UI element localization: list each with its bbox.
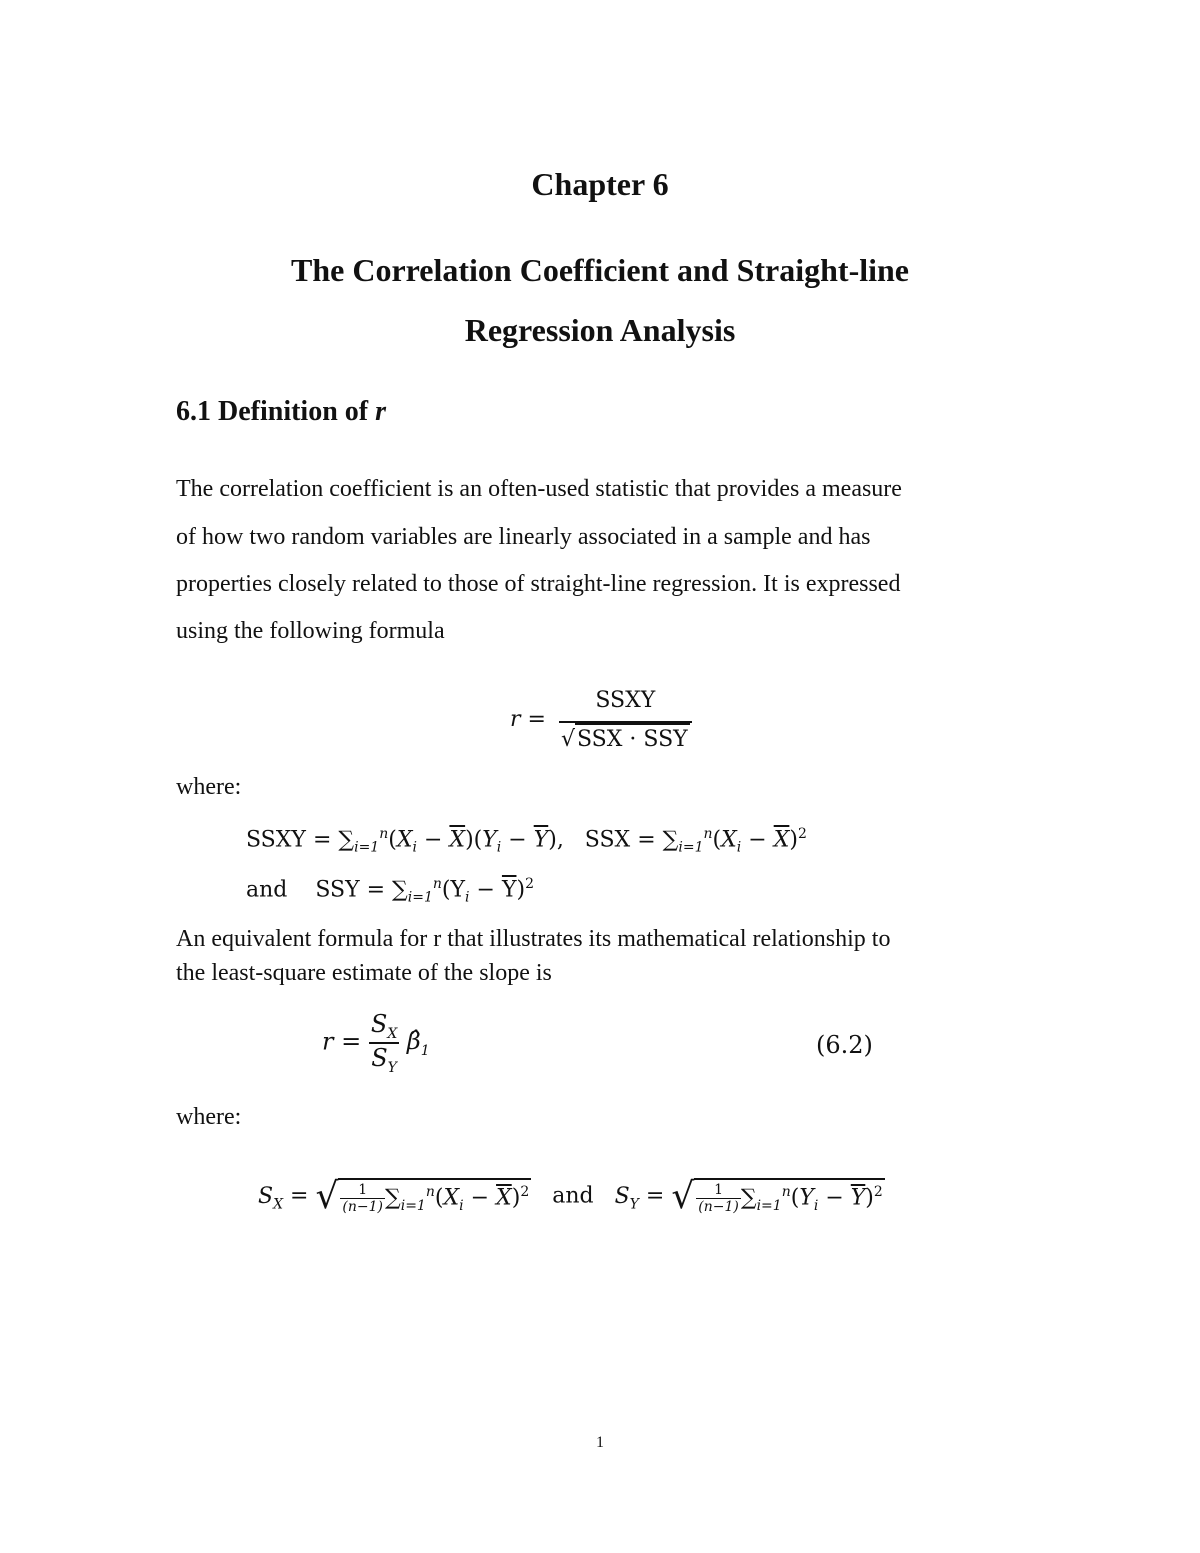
sum-upper: n bbox=[703, 826, 713, 842]
formula-62-lhs: r = bbox=[322, 1027, 362, 1056]
equation-number: (6.2) bbox=[816, 1031, 873, 1059]
formula-r-sqrt-term: SSX · SSY bbox=[575, 723, 690, 752]
formula-ssy: and SSY = $\sum_{i=1}^n(Y_i - \overline{Y})^2$ bbox=[246, 876, 534, 906]
formula-62-fraction bbox=[369, 1010, 399, 1076]
formula-ssxy-ssx: SSXY = $\sum_{i=1}^n(X_i - \overline{X})(Y_i - \overline{Y})$, SSX = $\sum_{i=1}^n(X_i - \overline{X})^2$ bbox=[246, 826, 807, 856]
sx-symbol: $S_X$ bbox=[258, 1183, 284, 1212]
section-heading bbox=[176, 396, 386, 428]
sum-upper: n bbox=[432, 876, 442, 892]
sy-symbol: $S_Y$ bbox=[614, 1183, 639, 1212]
sum-icon: ∑ bbox=[392, 877, 408, 903]
sum-lower: i=1 bbox=[407, 889, 433, 906]
beta-hat: $\betâ_1$ bbox=[406, 1027, 430, 1060]
paragraph2-line2: the least-square estimate of the slope is bbox=[176, 960, 552, 986]
paragraph2-line1: An equivalent formula for r that illustrates its mathematical relationship to bbox=[176, 926, 891, 952]
paragraph1-line4: using the following formula bbox=[176, 618, 445, 644]
xbar: $\overline{X}$ bbox=[449, 827, 466, 853]
sum-icon: ∑ bbox=[662, 827, 679, 853]
formula-r-denominator bbox=[559, 721, 692, 752]
xbar: $\overline{X}$ bbox=[773, 827, 790, 853]
sum-icon: ∑ bbox=[338, 827, 355, 853]
sqrt-symbol: √ bbox=[560, 727, 575, 752]
sy-sqrt-term: $\frac{1}{(n-1)}$ $\sum_{i=1}^n(Y_i - \overline{Y})^2$ bbox=[694, 1178, 885, 1215]
ybar: $\overline{Y}$ bbox=[533, 827, 549, 853]
chapter-title: Chapter 6 bbox=[531, 166, 669, 202]
sqrt-symbol: √ bbox=[671, 1176, 695, 1217]
sqrt-symbol: √ bbox=[315, 1176, 339, 1217]
sy-fraction: $\frac{1}{(n-1)}$ bbox=[698, 1182, 739, 1215]
and-label: and bbox=[552, 1183, 594, 1209]
chapter-subtitle-line2: Regression Analysis bbox=[464, 312, 736, 348]
paragraph1-line1: The correlation coefficient is an often-used statistic that provides a measure bbox=[176, 476, 902, 502]
paragraph1-line2: of how two random variables are linearly associated in a sample and has bbox=[176, 524, 871, 550]
paragraph1-line3: properties closely related to those of straight-line regression. It is expressed bbox=[176, 571, 901, 597]
chapter-subtitle-line1: The Correlation Coefficient and Straight-line bbox=[290, 252, 909, 288]
formula-6-2 bbox=[322, 1010, 430, 1076]
section-heading-text: 6.1 Definition of bbox=[176, 396, 376, 427]
section-heading-variable: r bbox=[375, 396, 387, 427]
sum-upper: n bbox=[379, 826, 389, 842]
where-label-2: where: bbox=[176, 1104, 242, 1130]
formula-62-denominator: $S_Y$ bbox=[369, 1042, 399, 1076]
formula-ssxy-label: SSXY bbox=[246, 827, 306, 853]
formula-r-fraction bbox=[559, 688, 692, 752]
formula-62-numerator: $S_X$ bbox=[370, 1010, 398, 1042]
sx-sqrt-term: $\frac{1}{(n-1)}$ $\sum_{i=1}^n(X_i - \overline{X})^2$ bbox=[338, 1178, 531, 1215]
sum-icon: ∑ bbox=[385, 1185, 401, 1211]
formula-r-lhs: r = bbox=[510, 707, 546, 732]
formula-r-definition bbox=[510, 688, 692, 752]
sum-lower: i=1 bbox=[678, 839, 704, 856]
sum-icon: ∑ bbox=[740, 1185, 757, 1211]
formula-sx-sy: $S_X$ = √ $\frac{1}{(n-1)}$ $\sum_{i=1}^n(X_i - \overline{X})^2$ and $S_Y$ = √ $\frac{1}{(n-1)}$ $\sum_{i=1}^n(Y_i - \overline{Y})^2$ bbox=[258, 1176, 883, 1217]
where-label-1: where: bbox=[176, 774, 242, 800]
page-number: 1 bbox=[596, 1434, 604, 1451]
sum-lower: i=1 bbox=[354, 839, 380, 856]
sx-fraction: $\frac{1}{(n-1)}$ bbox=[342, 1182, 383, 1215]
ybar: $\overline{Y}$ bbox=[501, 877, 517, 903]
formula-r-numerator: SSXY bbox=[595, 688, 656, 713]
and-label: and bbox=[246, 877, 288, 903]
